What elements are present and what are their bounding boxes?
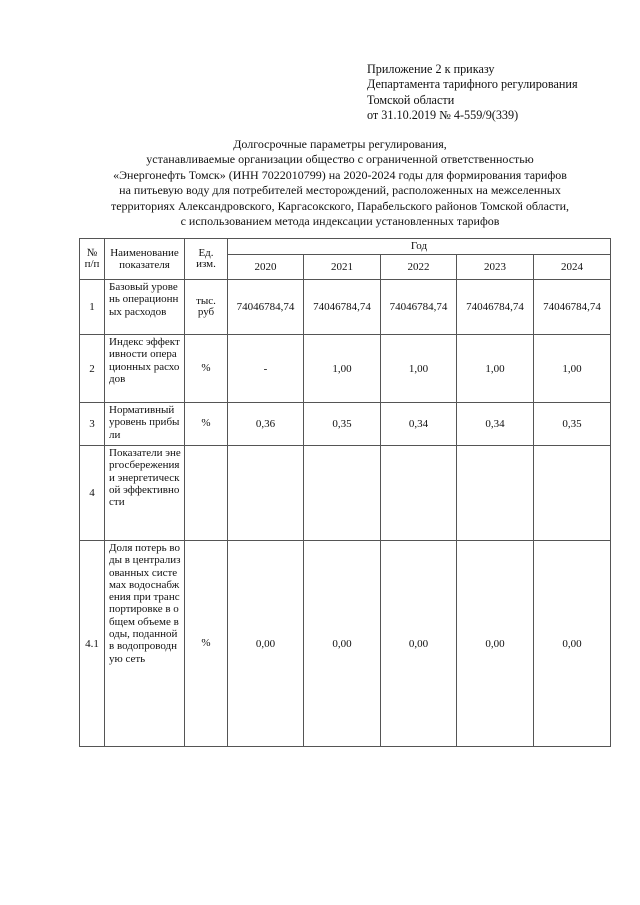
row-value: 0,35 [304, 403, 381, 446]
row-value: 0,00 [457, 541, 534, 747]
row-value: 0,00 [304, 541, 381, 747]
header-year: 2022 [381, 255, 457, 280]
title-line-2: устанавливаемые организации общество с ограниченной ответственностью [146, 152, 534, 167]
row-value [381, 446, 457, 541]
row-name: Нормативный уровень прибыли [105, 403, 185, 446]
row-name: Показатели энергосбережения и энергетической эффективности [105, 446, 185, 541]
row-value: 0,00 [381, 541, 457, 747]
header-unit: Ед. изм. [185, 239, 228, 280]
row-name: Доля потерь воды в централизованных системах водоснабжения при транспортировке в общем объеме воды, поданной в водопроводную сеть [105, 541, 185, 747]
header-year: 2023 [457, 255, 534, 280]
row-num: 4 [80, 446, 105, 541]
document-title [70, 137, 610, 229]
row-name: Индекс эффективности операционных расходов [105, 335, 185, 403]
table-header-row [80, 239, 611, 255]
row-num: 1 [80, 280, 105, 335]
header-year-group: Год [228, 239, 611, 255]
row-value [304, 446, 381, 541]
row-value: 0,35 [534, 403, 611, 446]
title-line-4: на питьевую воду для потребителей месторождений, расположенных на межселенных [119, 183, 561, 198]
row-value: 74046784,74 [457, 280, 534, 335]
row-value: 74046784,74 [381, 280, 457, 335]
row-value: 74046784,74 [304, 280, 381, 335]
row-value [228, 446, 304, 541]
title-line-3: «Энергонефть Томск» (ИНН 7022010799) на 2020-2024 годы для формирования тарифов [113, 167, 567, 182]
title-line-5: территориях Александровского, Каргасокского, Парабельского районов Томской области, [110, 198, 569, 213]
appendix-line-4: от 31.10.2019 № 4-559/9(339) [367, 107, 519, 122]
table-row [80, 446, 611, 541]
header-num: № п/п [80, 239, 105, 280]
row-num: 4.1 [80, 541, 105, 747]
row-value: 1,00 [457, 335, 534, 403]
row-value: 1,00 [304, 335, 381, 403]
appendix-line-3: Томской области [367, 92, 455, 107]
header-year: 2021 [304, 255, 381, 280]
table-row [80, 280, 611, 335]
parameters-table [79, 238, 611, 747]
row-value: 0,34 [381, 403, 457, 446]
row-value [457, 446, 534, 541]
table-row [80, 403, 611, 446]
header-name: Наименование показателя [105, 239, 185, 280]
row-unit: % [185, 335, 228, 403]
table-row [80, 335, 611, 403]
row-value: 0,00 [534, 541, 611, 747]
title-line-1: Долгосрочные параметры регулирования, [233, 137, 447, 151]
row-unit: тыс. руб [185, 280, 228, 335]
table-row [80, 541, 611, 747]
row-value: 0,34 [457, 403, 534, 446]
row-value [534, 446, 611, 541]
row-num: 2 [80, 335, 105, 403]
row-value: - [228, 335, 304, 403]
row-name: Базовый уровень операционных расходов [105, 280, 185, 335]
row-value: 0,00 [228, 541, 304, 747]
row-unit [185, 446, 228, 541]
row-value: 1,00 [381, 335, 457, 403]
row-value: 74046784,74 [228, 280, 304, 335]
title-line-6: с использованием метода индексации установленных тарифов [180, 214, 500, 229]
header-year: 2024 [534, 255, 611, 280]
appendix-line-2: Департамента тарифного регулирования [367, 77, 578, 92]
row-value: 74046784,74 [534, 280, 611, 335]
appendix-header [367, 62, 578, 123]
row-value: 1,00 [534, 335, 611, 403]
header-year: 2020 [228, 255, 304, 280]
row-value: 0,36 [228, 403, 304, 446]
row-num: 3 [80, 403, 105, 446]
row-unit: % [185, 403, 228, 446]
row-unit: % [185, 541, 228, 747]
appendix-line-1: Приложение 2 к приказу [367, 62, 495, 76]
